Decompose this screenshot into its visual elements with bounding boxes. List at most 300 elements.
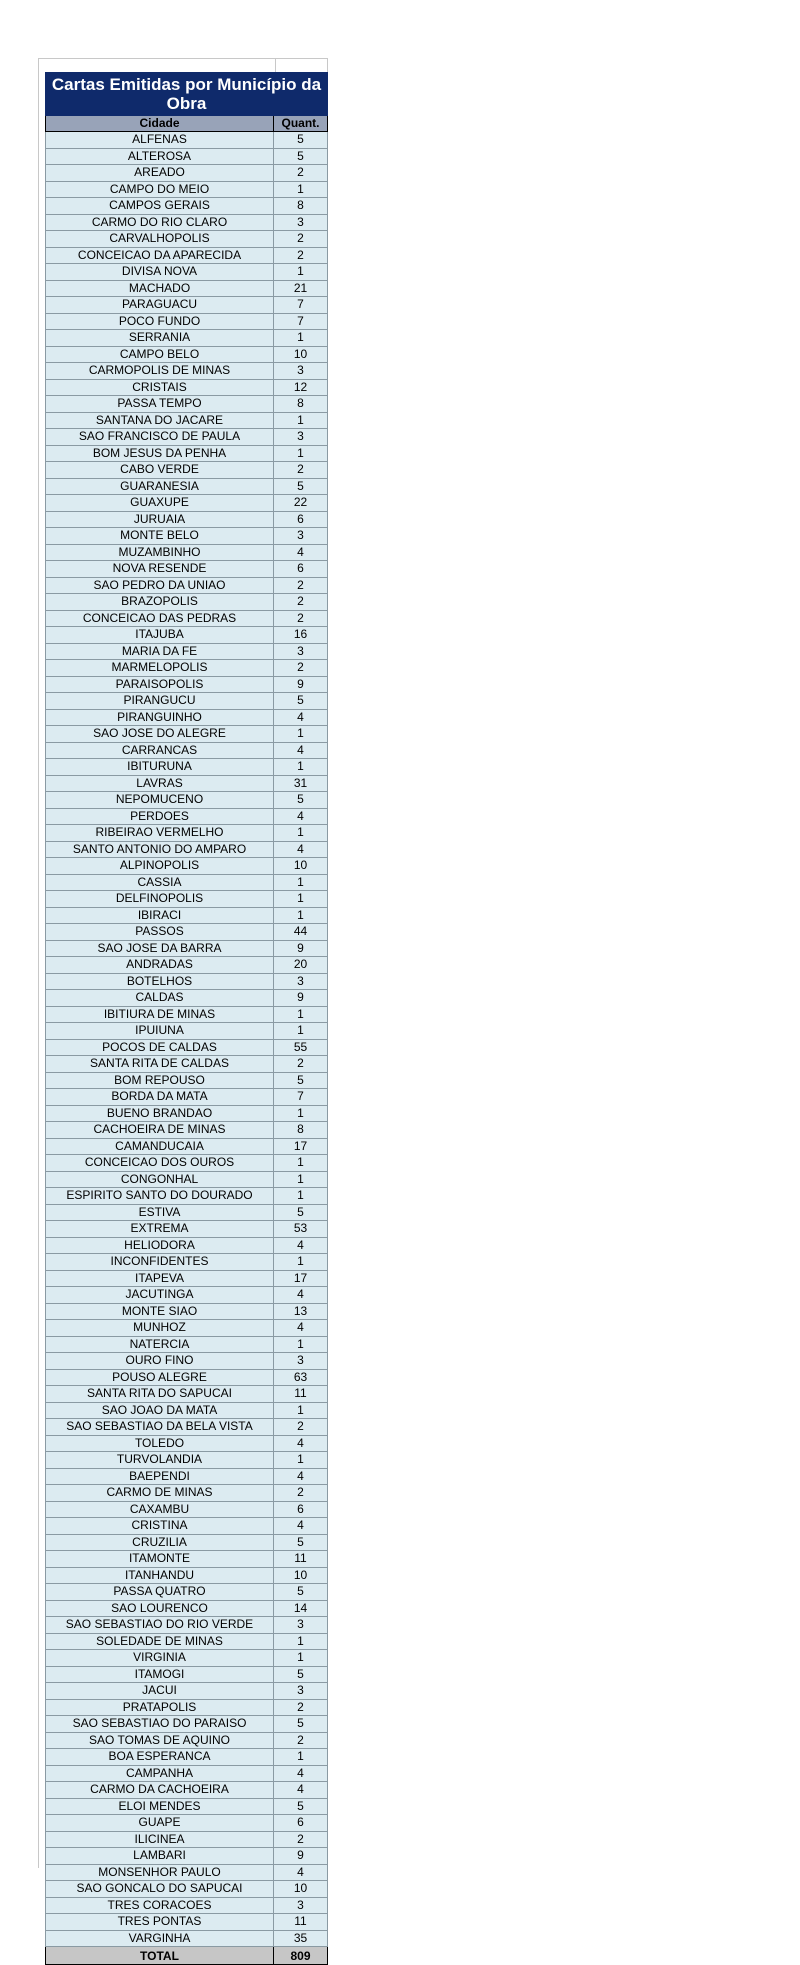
city-cell[interactable]: TOLEDO xyxy=(46,1435,274,1452)
quantity-cell[interactable]: 8 xyxy=(274,198,328,215)
table-row xyxy=(46,1320,328,1337)
table-row xyxy=(46,346,328,363)
quantity-cell[interactable]: 4 xyxy=(274,808,328,825)
city-cell[interactable]: CAMPANHA xyxy=(46,1765,274,1782)
city-cell[interactable]: PARAGUACU xyxy=(46,297,274,314)
quantity-cell[interactable]: 5 xyxy=(274,792,328,809)
quantity-cell[interactable]: 5 xyxy=(274,478,328,495)
quantity-cell[interactable]: 3 xyxy=(274,214,328,231)
table-row xyxy=(46,231,328,248)
quantity-cell[interactable]: 1 xyxy=(274,1633,328,1650)
quantity-cell[interactable]: 2 xyxy=(274,1485,328,1502)
quantity-cell[interactable]: 5 xyxy=(274,148,328,165)
city-cell[interactable]: CAMANDUCAIA xyxy=(46,1138,274,1155)
quantity-cell[interactable]: 2 xyxy=(274,594,328,611)
quantity-cell[interactable]: 22 xyxy=(274,495,328,512)
table-row xyxy=(46,1072,328,1089)
quantity-cell[interactable]: 13 xyxy=(274,1303,328,1320)
city-cell[interactable]: BOM REPOUSO xyxy=(46,1072,274,1089)
table-row xyxy=(46,1501,328,1518)
quantity-cell[interactable]: 1 xyxy=(274,1452,328,1469)
city-cell[interactable]: MARMELOPOLIS xyxy=(46,660,274,677)
table-row xyxy=(46,379,328,396)
quantity-cell[interactable]: 2 xyxy=(274,660,328,677)
table-row xyxy=(46,775,328,792)
city-cell[interactable]: IBIRACI xyxy=(46,907,274,924)
city-cell[interactable]: CARMO DA CACHOEIRA xyxy=(46,1782,274,1799)
city-cell[interactable]: ESPIRITO SANTO DO DOURADO xyxy=(46,1188,274,1205)
table-row xyxy=(46,924,328,941)
city-cell[interactable]: PIRANGUINHO xyxy=(46,709,274,726)
city-cell[interactable]: NEPOMUCENO xyxy=(46,792,274,809)
table-row xyxy=(46,1122,328,1139)
city-cell[interactable]: SAO PEDRO DA UNIAO xyxy=(46,577,274,594)
city-cell[interactable]: IBITIURA DE MINAS xyxy=(46,1006,274,1023)
quantity-cell[interactable]: 9 xyxy=(274,676,328,693)
quantity-cell[interactable]: 1 xyxy=(274,874,328,891)
city-cell[interactable]: GUAPE xyxy=(46,1815,274,1832)
city-cell[interactable]: ALPINOPOLIS xyxy=(46,858,274,875)
quantity-cell[interactable]: 2 xyxy=(274,165,328,182)
city-cell[interactable]: JACUTINGA xyxy=(46,1287,274,1304)
quantity-cell[interactable]: 1 xyxy=(274,264,328,281)
quantity-cell[interactable]: 6 xyxy=(274,561,328,578)
city-cell[interactable]: VIRGINIA xyxy=(46,1650,274,1667)
quantity-cell[interactable]: 1 xyxy=(274,412,328,429)
quantity-cell[interactable]: 35 xyxy=(274,1930,328,1947)
city-cell[interactable]: ITAMOGI xyxy=(46,1666,274,1683)
city-cell[interactable]: CAMPO DO MEIO xyxy=(46,181,274,198)
city-cell[interactable]: CASSIA xyxy=(46,874,274,891)
city-cell[interactable]: CONCEICAO DAS PEDRAS xyxy=(46,610,274,627)
city-cell[interactable]: ILICINEA xyxy=(46,1831,274,1848)
quantity-cell[interactable]: 3 xyxy=(274,528,328,545)
quantity-cell[interactable]: 1 xyxy=(274,1171,328,1188)
city-cell[interactable]: CARMO DE MINAS xyxy=(46,1485,274,1502)
table-row xyxy=(46,1089,328,1106)
table-row xyxy=(46,198,328,215)
table-row xyxy=(46,247,328,264)
table-row xyxy=(46,1419,328,1436)
city-cell[interactable]: ANDRADAS xyxy=(46,957,274,974)
table-row xyxy=(46,1650,328,1667)
quantity-cell[interactable]: 1 xyxy=(274,1023,328,1040)
quantity-cell[interactable]: 7 xyxy=(274,297,328,314)
quantity-cell[interactable]: 3 xyxy=(274,1617,328,1634)
table-row xyxy=(46,940,328,957)
quantity-cell[interactable]: 2 xyxy=(274,1831,328,1848)
quantity-cell[interactable]: 8 xyxy=(274,396,328,413)
table-row xyxy=(46,396,328,413)
city-cell[interactable]: PIRANGUCU xyxy=(46,693,274,710)
city-cell[interactable]: SAO SEBASTIAO DA BELA VISTA xyxy=(46,1419,274,1436)
city-cell[interactable]: BORDA DA MATA xyxy=(46,1089,274,1106)
city-cell[interactable]: CARVALHOPOLIS xyxy=(46,231,274,248)
city-cell[interactable]: SAO LOURENCO xyxy=(46,1600,274,1617)
city-cell[interactable]: HELIODORA xyxy=(46,1237,274,1254)
city-cell[interactable]: CONGONHAL xyxy=(46,1171,274,1188)
city-cell[interactable]: SERRANIA xyxy=(46,330,274,347)
quantity-cell[interactable]: 5 xyxy=(274,1584,328,1601)
quantity-cell[interactable]: 1 xyxy=(274,759,328,776)
city-cell[interactable]: MUZAMBINHO xyxy=(46,544,274,561)
city-cell[interactable]: MONTE SIAO xyxy=(46,1303,274,1320)
city-cell[interactable]: PASSOS xyxy=(46,924,274,941)
quantity-cell[interactable]: 1 xyxy=(274,726,328,743)
city-cell[interactable]: IBITURUNA xyxy=(46,759,274,776)
table-row xyxy=(46,1848,328,1865)
city-cell[interactable]: ITAMONTE xyxy=(46,1551,274,1568)
city-cell[interactable]: ELOI MENDES xyxy=(46,1798,274,1815)
quantity-cell[interactable]: 5 xyxy=(274,1666,328,1683)
city-cell[interactable]: CONCEICAO DA APARECIDA xyxy=(46,247,274,264)
city-cell[interactable]: CALDAS xyxy=(46,990,274,1007)
city-cell[interactable]: SANTA RITA DE CALDAS xyxy=(46,1056,274,1073)
table-body xyxy=(46,132,328,1947)
city-cell[interactable]: TRES PONTAS xyxy=(46,1914,274,1931)
quantity-cell[interactable]: 5 xyxy=(274,1072,328,1089)
quantity-cell[interactable]: 4 xyxy=(274,709,328,726)
table-row xyxy=(46,313,328,330)
quantity-cell[interactable]: 1 xyxy=(274,1254,328,1271)
city-cell[interactable]: ESTIVA xyxy=(46,1204,274,1221)
city-cell[interactable]: DIVISA NOVA xyxy=(46,264,274,281)
city-cell[interactable]: CRUZILIA xyxy=(46,1534,274,1551)
city-cell[interactable]: SAO SEBASTIAO DO PARAISO xyxy=(46,1716,274,1733)
city-cell[interactable]: GUAXUPE xyxy=(46,495,274,512)
city-cell[interactable]: PERDOES xyxy=(46,808,274,825)
quantity-cell[interactable]: 6 xyxy=(274,1815,328,1832)
city-cell[interactable]: CARMO DO RIO CLARO xyxy=(46,214,274,231)
column-header-quantity[interactable]: Quant. xyxy=(274,116,328,132)
city-cell[interactable]: CARMOPOLIS DE MINAS xyxy=(46,363,274,380)
quantity-cell[interactable]: 3 xyxy=(274,1897,328,1914)
quantity-cell[interactable]: 5 xyxy=(274,1798,328,1815)
quantity-cell[interactable]: 11 xyxy=(274,1551,328,1568)
table-row xyxy=(46,1798,328,1815)
table-row xyxy=(46,1188,328,1205)
table-row xyxy=(46,973,328,990)
table-row xyxy=(46,264,328,281)
city-cell[interactable]: PRATAPOLIS xyxy=(46,1699,274,1716)
table-row xyxy=(46,1699,328,1716)
quantity-cell[interactable]: 3 xyxy=(274,1353,328,1370)
table-row xyxy=(46,1254,328,1271)
city-cell[interactable]: LAMBARI xyxy=(46,1848,274,1865)
quantity-cell[interactable]: 4 xyxy=(274,742,328,759)
table-row xyxy=(46,1204,328,1221)
table-row xyxy=(46,1452,328,1469)
city-cell[interactable]: POCO FUNDO xyxy=(46,313,274,330)
city-cell[interactable]: SANTA RITA DO SAPUCAI xyxy=(46,1386,274,1403)
table-row xyxy=(46,1551,328,1568)
quantity-cell[interactable]: 1 xyxy=(274,1650,328,1667)
quantity-cell[interactable]: 63 xyxy=(274,1369,328,1386)
quantity-cell[interactable]: 17 xyxy=(274,1138,328,1155)
table-row xyxy=(46,445,328,462)
table-row xyxy=(46,1881,328,1898)
city-cell[interactable]: TURVOLANDIA xyxy=(46,1452,274,1469)
table-row xyxy=(46,1336,328,1353)
table-row xyxy=(46,1617,328,1634)
quantity-cell[interactable]: 4 xyxy=(274,1320,328,1337)
city-cell[interactable]: BAEPENDI xyxy=(46,1468,274,1485)
quantity-cell[interactable]: 2 xyxy=(274,610,328,627)
city-cell[interactable]: MARIA DA FE xyxy=(46,643,274,660)
city-cell[interactable]: OURO FINO xyxy=(46,1353,274,1370)
quantity-cell[interactable]: 4 xyxy=(274,1435,328,1452)
city-cell[interactable]: JACUI xyxy=(46,1683,274,1700)
table-row xyxy=(46,1039,328,1056)
city-cell[interactable]: AREADO xyxy=(46,165,274,182)
table-row xyxy=(46,1666,328,1683)
city-cell[interactable]: ITAJUBA xyxy=(46,627,274,644)
quantity-cell[interactable]: 3 xyxy=(274,429,328,446)
quantity-cell[interactable]: 2 xyxy=(274,1699,328,1716)
quantity-cell[interactable]: 11 xyxy=(274,1386,328,1403)
table-row xyxy=(46,643,328,660)
table-row xyxy=(46,1534,328,1551)
table-row xyxy=(46,610,328,627)
city-cell[interactable]: RIBEIRAO VERMELHO xyxy=(46,825,274,842)
quantity-cell[interactable]: 4 xyxy=(274,544,328,561)
quantity-cell[interactable]: 11 xyxy=(274,1914,328,1931)
city-cell[interactable]: MACHADO xyxy=(46,280,274,297)
quantity-cell[interactable]: 1 xyxy=(274,1336,328,1353)
city-cell[interactable]: MONTE BELO xyxy=(46,528,274,545)
table-row xyxy=(46,693,328,710)
quantity-cell[interactable]: 5 xyxy=(274,1534,328,1551)
table-row xyxy=(46,429,328,446)
city-cell[interactable]: SAO SEBASTIAO DO RIO VERDE xyxy=(46,1617,274,1634)
city-cell[interactable]: CACHOEIRA DE MINAS xyxy=(46,1122,274,1139)
quantity-cell[interactable]: 6 xyxy=(274,511,328,528)
quantity-cell[interactable]: 10 xyxy=(274,1881,328,1898)
table-row xyxy=(46,874,328,891)
quantity-cell[interactable]: 1 xyxy=(274,445,328,462)
city-cell[interactable]: CARRANCAS xyxy=(46,742,274,759)
quantity-cell[interactable]: 2 xyxy=(274,462,328,479)
city-cell[interactable]: SAO TOMAS DE AQUINO xyxy=(46,1732,274,1749)
quantity-cell[interactable]: 2 xyxy=(274,1419,328,1436)
quantity-cell[interactable]: 20 xyxy=(274,957,328,974)
quantity-cell[interactable]: 55 xyxy=(274,1039,328,1056)
quantity-cell[interactable]: 1 xyxy=(274,1006,328,1023)
city-cell[interactable]: LAVRAS xyxy=(46,775,274,792)
quantity-cell[interactable]: 31 xyxy=(274,775,328,792)
city-cell[interactable]: MONSENHOR PAULO xyxy=(46,1864,274,1881)
city-cell[interactable]: PASSA QUATRO xyxy=(46,1584,274,1601)
quantity-cell[interactable]: 10 xyxy=(274,346,328,363)
quantity-cell[interactable]: 2 xyxy=(274,231,328,248)
city-cell[interactable]: VARGINHA xyxy=(46,1930,274,1947)
table-row xyxy=(46,462,328,479)
column-header-city[interactable]: Cidade xyxy=(46,116,274,132)
quantity-cell[interactable]: 4 xyxy=(274,1468,328,1485)
city-cell[interactable]: BOM JESUS DA PENHA xyxy=(46,445,274,462)
city-cell[interactable]: PASSA TEMPO xyxy=(46,396,274,413)
table-row xyxy=(46,412,328,429)
table-row xyxy=(46,1716,328,1733)
quantity-cell[interactable]: 7 xyxy=(274,1089,328,1106)
city-cell[interactable]: JURUAIA xyxy=(46,511,274,528)
table-row xyxy=(46,1749,328,1766)
quantity-cell[interactable]: 2 xyxy=(274,577,328,594)
quantity-cell[interactable]: 2 xyxy=(274,1056,328,1073)
city-cell[interactable]: GUARANESIA xyxy=(46,478,274,495)
table-row xyxy=(46,1782,328,1799)
city-cell[interactable]: CAMPO BELO xyxy=(46,346,274,363)
table-row xyxy=(46,1864,328,1881)
quantity-cell[interactable]: 53 xyxy=(274,1221,328,1238)
quantity-cell[interactable]: 4 xyxy=(274,1765,328,1782)
table-row xyxy=(46,792,328,809)
quantity-cell[interactable]: 1 xyxy=(274,181,328,198)
quantity-cell[interactable]: 10 xyxy=(274,858,328,875)
table-row xyxy=(46,1518,328,1535)
table-row xyxy=(46,957,328,974)
city-cell[interactable]: SAO JOSE DO ALEGRE xyxy=(46,726,274,743)
table-row xyxy=(46,1171,328,1188)
quantity-cell[interactable]: 1 xyxy=(274,1402,328,1419)
city-cell[interactable]: PARAISOPOLIS xyxy=(46,676,274,693)
quantity-cell[interactable]: 10 xyxy=(274,1567,328,1584)
quantity-cell[interactable]: 16 xyxy=(274,627,328,644)
city-cell[interactable]: CRISTINA xyxy=(46,1518,274,1535)
city-cell[interactable]: ALFENAS xyxy=(46,132,274,149)
cartas-table xyxy=(45,72,328,1965)
city-cell[interactable]: INCONFIDENTES xyxy=(46,1254,274,1271)
table-row xyxy=(46,1732,328,1749)
table-row xyxy=(46,825,328,842)
table-row xyxy=(46,1435,328,1452)
quantity-cell[interactable]: 21 xyxy=(274,280,328,297)
table-row xyxy=(46,1386,328,1403)
quantity-cell[interactable]: 4 xyxy=(274,841,328,858)
table-row xyxy=(46,1353,328,1370)
city-cell[interactable]: ALTEROSA xyxy=(46,148,274,165)
quantity-cell[interactable]: 1 xyxy=(274,825,328,842)
quantity-cell[interactable]: 5 xyxy=(274,1204,328,1221)
table-row xyxy=(46,726,328,743)
city-cell[interactable]: CABO VERDE xyxy=(46,462,274,479)
city-cell[interactable]: TRES CORACOES xyxy=(46,1897,274,1914)
table-row xyxy=(46,891,328,908)
table-row xyxy=(46,1683,328,1700)
quantity-cell[interactable]: 1 xyxy=(274,330,328,347)
city-cell[interactable]: ITAPEVA xyxy=(46,1270,274,1287)
table-row xyxy=(46,676,328,693)
table-row xyxy=(46,594,328,611)
city-cell[interactable]: CRISTAIS xyxy=(46,379,274,396)
quantity-cell[interactable]: 4 xyxy=(274,1518,328,1535)
city-cell[interactable]: BRAZOPOLIS xyxy=(46,594,274,611)
quantity-cell[interactable]: 4 xyxy=(274,1782,328,1799)
city-cell[interactable]: BOTELHOS xyxy=(46,973,274,990)
quantity-cell[interactable]: 2 xyxy=(274,247,328,264)
city-cell[interactable]: BOA ESPERANCA xyxy=(46,1749,274,1766)
quantity-cell[interactable]: 9 xyxy=(274,990,328,1007)
quantity-cell[interactable]: 1 xyxy=(274,1155,328,1172)
table-row xyxy=(46,280,328,297)
quantity-cell[interactable]: 8 xyxy=(274,1122,328,1139)
city-cell[interactable]: NATERCIA xyxy=(46,1336,274,1353)
quantity-cell[interactable]: 5 xyxy=(274,1716,328,1733)
city-cell[interactable]: SOLEDADE DE MINAS xyxy=(46,1633,274,1650)
table-row xyxy=(46,858,328,875)
table-row xyxy=(46,1584,328,1601)
quantity-cell[interactable]: 17 xyxy=(274,1270,328,1287)
table-row xyxy=(46,1303,328,1320)
city-cell[interactable]: CAMPOS GERAIS xyxy=(46,198,274,215)
table-row xyxy=(46,214,328,231)
quantity-cell[interactable]: 1 xyxy=(274,891,328,908)
quantity-cell[interactable]: 3 xyxy=(274,643,328,660)
quantity-cell[interactable]: 1 xyxy=(274,1105,328,1122)
city-cell[interactable]: DELFINOPOLIS xyxy=(46,891,274,908)
table-row xyxy=(46,1138,328,1155)
quantity-cell[interactable]: 1 xyxy=(274,1749,328,1766)
table-row xyxy=(46,742,328,759)
quantity-cell[interactable]: 4 xyxy=(274,1237,328,1254)
quantity-cell[interactable]: 14 xyxy=(274,1600,328,1617)
city-cell[interactable]: SAO JOSE DA BARRA xyxy=(46,940,274,957)
city-cell[interactable]: ITANHANDU xyxy=(46,1567,274,1584)
table-row xyxy=(46,330,328,347)
quantity-cell[interactable]: 3 xyxy=(274,363,328,380)
city-cell[interactable]: CAXAMBU xyxy=(46,1501,274,1518)
city-cell[interactable]: POCOS DE CALDAS xyxy=(46,1039,274,1056)
city-cell[interactable]: SAO JOAO DA MATA xyxy=(46,1402,274,1419)
table-row xyxy=(46,1815,328,1832)
city-cell[interactable]: POUSO ALEGRE xyxy=(46,1369,274,1386)
city-cell[interactable]: CONCEICAO DOS OUROS xyxy=(46,1155,274,1172)
city-cell[interactable]: NOVA RESENDE xyxy=(46,561,274,578)
table-row xyxy=(46,165,328,182)
table-row xyxy=(46,544,328,561)
city-cell[interactable]: EXTREMA xyxy=(46,1221,274,1238)
quantity-cell[interactable]: 4 xyxy=(274,1287,328,1304)
city-cell[interactable]: SAO GONCALO DO SAPUCAI xyxy=(46,1881,274,1898)
sheet-left-border xyxy=(38,58,39,1868)
city-cell[interactable]: SANTO ANTONIO DO AMPARO xyxy=(46,841,274,858)
city-cell[interactable]: IPUIUNA xyxy=(46,1023,274,1040)
city-cell[interactable]: BUENO BRANDAO xyxy=(46,1105,274,1122)
quantity-cell[interactable]: 7 xyxy=(274,313,328,330)
quantity-cell[interactable]: 3 xyxy=(274,1683,328,1700)
quantity-cell[interactable]: 1 xyxy=(274,907,328,924)
table-row xyxy=(46,709,328,726)
city-cell[interactable]: SAO FRANCISCO DE PAULA xyxy=(46,429,274,446)
city-cell[interactable]: MUNHOZ xyxy=(46,1320,274,1337)
quantity-cell[interactable]: 44 xyxy=(274,924,328,941)
city-cell[interactable]: SANTANA DO JACARE xyxy=(46,412,274,429)
table-row xyxy=(46,907,328,924)
quantity-cell[interactable]: 5 xyxy=(274,693,328,710)
quantity-cell[interactable]: 9 xyxy=(274,940,328,957)
total-value: 809 xyxy=(274,1947,328,1965)
quantity-cell[interactable]: 5 xyxy=(274,132,328,149)
quantity-cell[interactable]: 9 xyxy=(274,1848,328,1865)
quantity-cell[interactable]: 4 xyxy=(274,1864,328,1881)
quantity-cell[interactable]: 3 xyxy=(274,973,328,990)
quantity-cell[interactable]: 1 xyxy=(274,1188,328,1205)
quantity-cell[interactable]: 2 xyxy=(274,1732,328,1749)
quantity-cell[interactable]: 6 xyxy=(274,1501,328,1518)
quantity-cell[interactable]: 12 xyxy=(274,379,328,396)
table-row xyxy=(46,577,328,594)
table-row xyxy=(46,1270,328,1287)
